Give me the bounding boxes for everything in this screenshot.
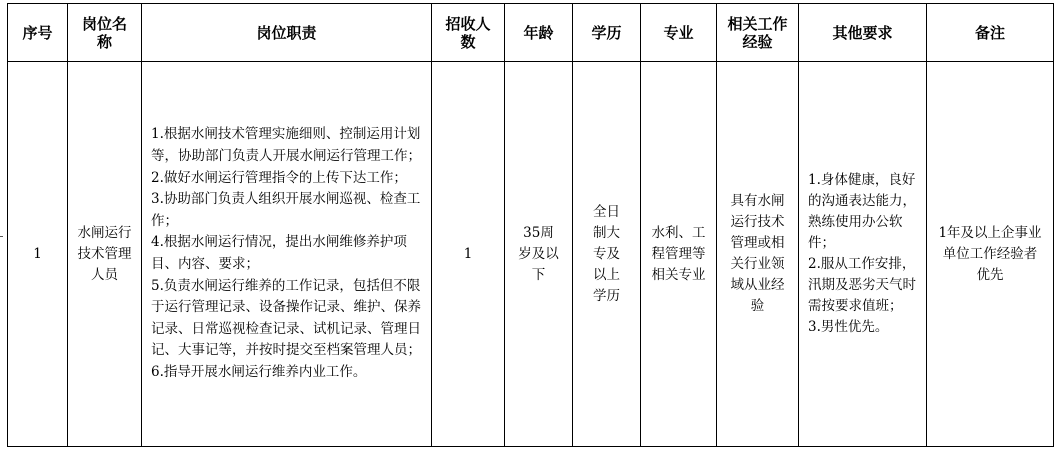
cell-count: 1 (432, 62, 505, 447)
header-experience: 相关工作经验 (717, 4, 799, 62)
cell-experience: 具有水闸运行技术管理或相关行业领域从业经验 (717, 62, 799, 447)
header-remarks: 备注 (927, 4, 1054, 62)
job-requirements-table (7, 3, 1054, 447)
header-age: 年龄 (505, 4, 573, 62)
cell-seq: 1 (8, 62, 68, 447)
cell-education: 全日制大专及以上学历 (573, 62, 641, 447)
cell-duties: 1.根据水闸技术管理实施细则、控制运用计划等，协助部门负责人开展水闸运行管理工作； 2.做好水闸运行管理指令的上传下达工作； 3.协助部门负责人组织开展水闸巡视、检查工作； 4.根据水闸运行情况，提出水闸维修养护项目、内容、要求； 5.负责水闸运行维养的工作记录，包括但不限于运行管理记录、设备操作记录、维护、保养记录、日常巡视检查记录、试机记录、管理日记、大事记等，并按时提交至档案管理人员； 6.指导开展水闸运行维养内业工作。 (142, 62, 432, 447)
header-duties: 岗位职责 (142, 4, 432, 62)
header-seq: 序号 (8, 4, 68, 62)
left-edge-mark (0, 236, 3, 237)
cell-remarks: 1年及以上企事业单位工作经验者优先 (927, 62, 1054, 447)
header-position-name: 岗位名称 (68, 4, 142, 62)
header-other: 其他要求 (799, 4, 927, 62)
header-count: 招收人数 (432, 4, 505, 62)
header-major: 专业 (641, 4, 717, 62)
cell-other-requirements: 1.身体健康，良好的沟通表达能力，熟练使用办公软件； 2.服从工作安排，汛期及恶劣天气时需按要求值班； 3.男性优先。 (799, 62, 927, 447)
header-row (8, 4, 1054, 62)
header-education: 学历 (573, 4, 641, 62)
cell-position-name: 水闸运行技术管理人员 (68, 62, 142, 447)
cell-age: 35周岁及以下 (505, 62, 573, 447)
cell-major: 水利、工程管理等相关专业 (641, 62, 717, 447)
table-row (8, 62, 1054, 447)
